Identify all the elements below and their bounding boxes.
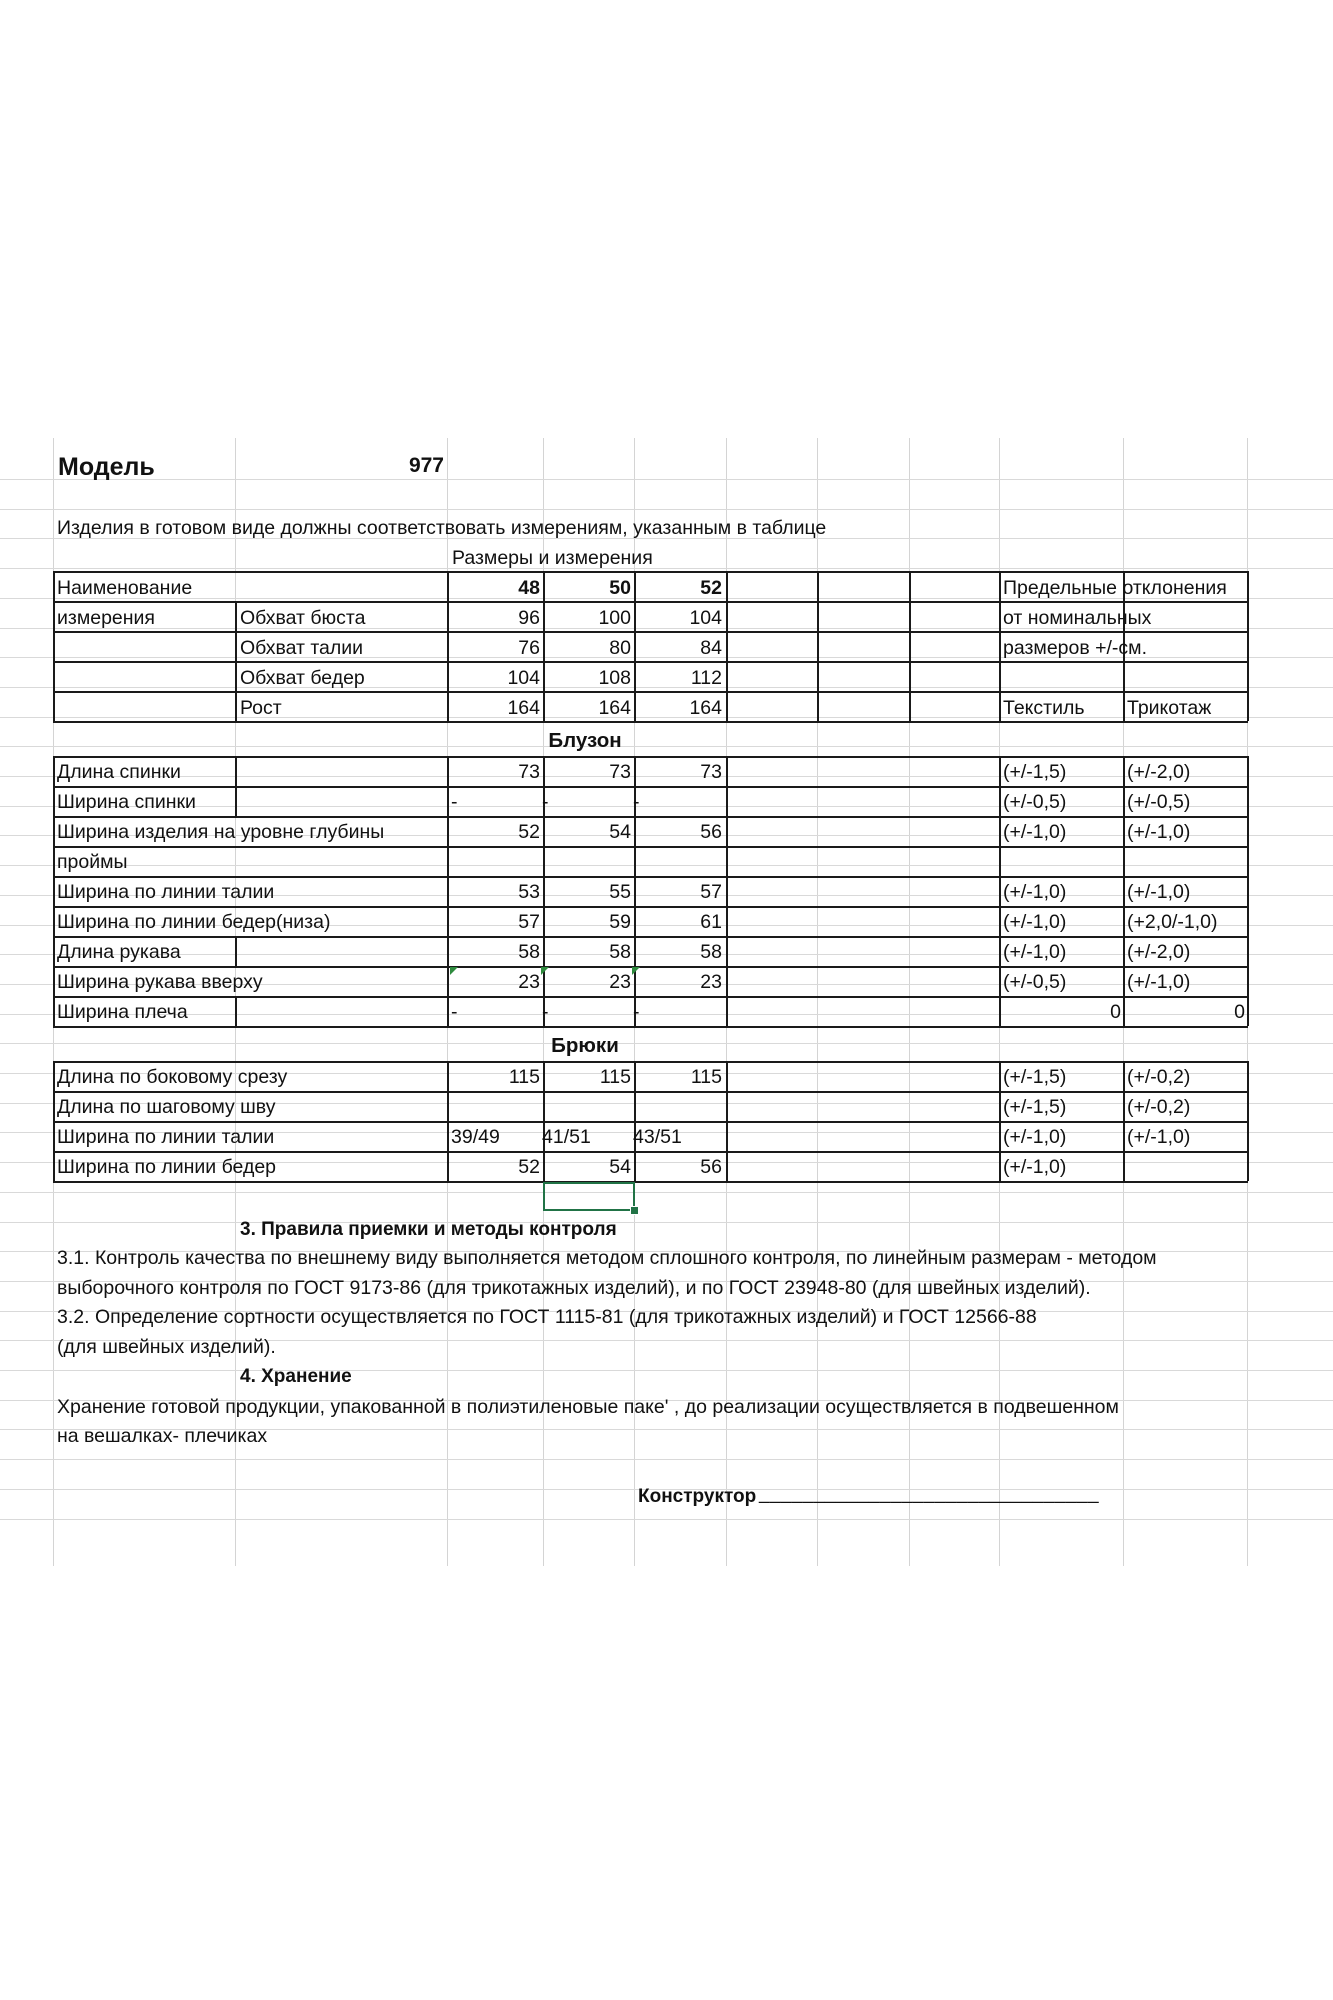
table-border-line xyxy=(53,936,1248,938)
section-caption: Размеры и измерения xyxy=(452,547,653,569)
tolerance-textile: 0 xyxy=(1110,1001,1121,1023)
size-50-header: 50 xyxy=(609,577,631,599)
row-value: 58 xyxy=(700,941,722,963)
tolerance-textile: (+/-1,0) xyxy=(1003,1156,1067,1178)
table-border-line xyxy=(909,571,911,721)
knit-header: Трикотаж xyxy=(1127,697,1212,719)
rules-heading: 3. Правила приемки и методы контроля xyxy=(240,1219,617,1240)
grid-row-line xyxy=(0,865,1333,866)
name-header-line1: Наименование xyxy=(57,577,193,599)
table-border-line xyxy=(1247,571,1249,721)
table-border-line xyxy=(53,1061,55,1181)
row-label: Ширина плеча xyxy=(57,1001,188,1023)
row-label: проймы xyxy=(57,851,128,873)
table-border-line xyxy=(235,601,237,721)
grid-row-line xyxy=(0,479,1333,480)
error-indicator xyxy=(632,967,640,975)
tolerance-knit: (+/-2,0) xyxy=(1127,941,1191,963)
grid-row-line xyxy=(0,1459,1333,1460)
table-border-line xyxy=(817,571,819,721)
table-border-line xyxy=(1247,756,1249,1026)
row-label: Ширина по линии бедер xyxy=(57,1156,277,1178)
row-value: 52 xyxy=(518,1156,540,1178)
row-label: Ширина по линии бедер(низа) xyxy=(57,911,331,933)
table-border-line xyxy=(999,756,1001,1026)
tolerance-knit: (+/-1,0) xyxy=(1127,821,1191,843)
table-border-line xyxy=(235,756,237,816)
tolerance-textile: (+/-0,5) xyxy=(1003,791,1067,813)
body-row-value: 80 xyxy=(609,637,631,659)
row-value: - xyxy=(633,791,640,813)
size-48-header: 48 xyxy=(518,577,540,599)
table-border-line xyxy=(53,876,1248,878)
table-border-line xyxy=(53,786,1248,788)
tolerance-textile: (+/-1,5) xyxy=(1003,1096,1067,1118)
body-row-label: Обхват бюста xyxy=(240,607,366,629)
table-border-line xyxy=(999,571,1001,721)
row-label: Ширина спинки xyxy=(57,791,196,813)
row-label: Ширина изделия на уровне глубины xyxy=(57,821,385,843)
table-border-line xyxy=(53,1121,1248,1123)
row-value: 115 xyxy=(508,1066,540,1088)
body-row-value: 104 xyxy=(689,607,722,629)
row-value: 57 xyxy=(518,911,540,933)
table-border-line xyxy=(726,756,728,1026)
table-border-line xyxy=(53,996,1248,998)
table-border-line xyxy=(53,661,1248,663)
grid-row-line xyxy=(0,1519,1333,1520)
size-52-header: 52 xyxy=(700,577,722,599)
row-value: 58 xyxy=(518,941,540,963)
name-header-line2: измерения xyxy=(57,607,155,629)
tolerance-knit: (+/-1,0) xyxy=(1127,1126,1191,1148)
table-border-line xyxy=(53,1181,1248,1183)
row-value: 115 xyxy=(690,1066,722,1088)
table-border-line xyxy=(53,816,1248,818)
row-value: 59 xyxy=(609,911,631,933)
table-border-line xyxy=(726,1061,728,1181)
tolerance-textile: (+/-0,5) xyxy=(1003,971,1067,993)
table-border-line xyxy=(53,846,1248,848)
rules-p2-line2: (для швейных изделий). xyxy=(57,1336,276,1358)
body-row-value: 164 xyxy=(598,697,631,719)
row-value: 41/51 xyxy=(542,1126,591,1148)
grid-row-line xyxy=(0,1192,1333,1193)
table-border-line xyxy=(53,721,1248,723)
storage-line1: Хранение готовой продукции, упакованной в полиэтиленовые паке' , до реализации осуществляется в подвешенном xyxy=(57,1396,1119,1418)
model-label: Модель xyxy=(58,453,155,481)
selected-cell[interactable] xyxy=(543,1182,635,1211)
table-border-line xyxy=(1247,1061,1249,1181)
body-row-value: 100 xyxy=(598,607,631,629)
intro-text: Изделия в готовом виде должны соответствовать измерениям, указанным в таблице xyxy=(57,517,827,539)
blouse-title: Блузон xyxy=(548,729,622,752)
signature-label: Конструктор xyxy=(638,1486,757,1507)
table-border-line xyxy=(53,1026,1248,1028)
grid-row-line xyxy=(0,509,1333,510)
body-row-value: 104 xyxy=(507,667,540,689)
body-row-value: 164 xyxy=(689,697,722,719)
tolerance-knit: (+/-0,5) xyxy=(1127,791,1191,813)
row-value: - xyxy=(542,791,549,813)
trousers-title: Брюки xyxy=(551,1034,619,1057)
tolerance-textile: (+/-1,0) xyxy=(1003,881,1067,903)
table-border-line xyxy=(235,936,237,966)
row-value: 55 xyxy=(609,881,631,903)
row-label: Длина по боковому срезу xyxy=(57,1066,288,1088)
row-label: Ширина рукава вверху xyxy=(57,971,263,993)
row-value: 23 xyxy=(700,971,722,993)
table-border-line xyxy=(53,756,55,1026)
error-indicator xyxy=(450,967,458,975)
table-border-line xyxy=(53,756,1248,758)
fill-handle[interactable] xyxy=(630,1206,639,1215)
row-value: 115 xyxy=(599,1066,631,1088)
deviation-header-line1: Предельные отклонения xyxy=(1003,577,1227,599)
row-value: 23 xyxy=(518,971,540,993)
body-row-label: Обхват бедер xyxy=(240,667,365,689)
row-value: 73 xyxy=(700,761,722,783)
storage-heading: 4. Хранение xyxy=(240,1366,352,1387)
table-border-line xyxy=(999,1061,1001,1181)
table-border-line xyxy=(53,571,1248,573)
row-value: - xyxy=(451,791,458,813)
rules-p1-line2: выборочного контроля по ГОСТ 9173-86 (для трикотажных изделий), и по ГОСТ 23948-80 (для швейных изделий). xyxy=(57,1277,1091,1299)
row-value: 39/49 xyxy=(451,1126,500,1148)
row-value: - xyxy=(451,1001,458,1023)
row-value: 61 xyxy=(700,911,722,933)
table-border-line xyxy=(53,1091,1248,1093)
table-border-line xyxy=(235,996,237,1026)
tolerance-knit: (+/-1,0) xyxy=(1127,971,1191,993)
row-label: Длина рукава xyxy=(57,941,181,963)
body-row-value: 108 xyxy=(598,667,631,689)
body-row-value: 96 xyxy=(518,607,540,629)
table-border-line xyxy=(53,906,1248,908)
tolerance-knit: (+2,0/-1,0) xyxy=(1127,911,1218,933)
signature-line: _______________________________ xyxy=(759,1483,1099,1504)
row-value: 54 xyxy=(609,821,631,843)
table-border-line xyxy=(53,601,1248,603)
row-value: 52 xyxy=(518,821,540,843)
tolerance-knit: 0 xyxy=(1234,1001,1245,1023)
tolerance-knit: (+/-0,2) xyxy=(1127,1096,1191,1118)
tolerance-knit: (+/-2,0) xyxy=(1127,761,1191,783)
grid-row-line xyxy=(0,1222,1333,1223)
rules-p2-line1: 3.2. Определение сортности осуществляется по ГОСТ 1115-81 (для трикотажных изделий) и ГОСТ 12566-88 xyxy=(57,1306,1037,1328)
model-number: 977 xyxy=(408,454,444,477)
deviation-header-line2: от номинальных xyxy=(1003,607,1152,629)
table-border-line xyxy=(53,966,1248,968)
row-value: 56 xyxy=(700,821,722,843)
tolerance-textile: (+/-1,5) xyxy=(1003,761,1067,783)
table-border-line xyxy=(726,571,728,721)
grid-row-line xyxy=(0,568,1333,569)
tolerance-textile: (+/-1,0) xyxy=(1003,911,1067,933)
tolerance-knit: (+/-1,0) xyxy=(1127,881,1191,903)
row-value: 23 xyxy=(609,971,631,993)
row-value: 54 xyxy=(609,1156,631,1178)
tolerance-knit: (+/-0,2) xyxy=(1127,1066,1191,1088)
row-label: Ширина по линии талии xyxy=(57,1126,275,1148)
tolerance-textile: (+/-1,0) xyxy=(1003,1126,1067,1148)
table-border-line xyxy=(1123,1061,1125,1181)
row-value: 73 xyxy=(518,761,540,783)
row-value: 57 xyxy=(700,881,722,903)
textile-header: Текстиль xyxy=(1003,697,1085,719)
tolerance-textile: (+/-1,0) xyxy=(1003,821,1067,843)
rules-p1-line1: 3.1. Контроль качества по внешнему виду выполняется методом сплошного контроля, по линейным размерам - методом xyxy=(57,1247,1157,1269)
row-value: 56 xyxy=(700,1156,722,1178)
table-border-line xyxy=(53,1151,1248,1153)
row-label: Ширина по линии талии xyxy=(57,881,275,903)
deviation-header-line3: размеров +/-см. xyxy=(1003,637,1148,659)
row-value: 58 xyxy=(609,941,631,963)
table-border-line xyxy=(53,1061,1248,1063)
row-value: 53 xyxy=(518,881,540,903)
body-row-value: 164 xyxy=(507,697,540,719)
storage-line2: на вешалках- плечиках xyxy=(57,1425,268,1447)
body-row-label: Рост xyxy=(240,697,282,719)
tolerance-textile: (+/-1,0) xyxy=(1003,941,1067,963)
body-row-label: Обхват талии xyxy=(240,637,364,659)
row-label: Длина спинки xyxy=(57,761,181,783)
table-border-line xyxy=(53,571,55,721)
error-indicator xyxy=(541,967,549,975)
row-value: - xyxy=(542,1001,549,1023)
grid-row-line xyxy=(0,1370,1333,1371)
row-label: Длина по шаговому шву xyxy=(57,1096,276,1118)
table-border-line xyxy=(53,691,1248,693)
body-row-value: 112 xyxy=(690,667,722,689)
row-value: 73 xyxy=(609,761,631,783)
body-row-value: 76 xyxy=(518,637,540,659)
row-value: - xyxy=(633,1001,640,1023)
row-value: 43/51 xyxy=(633,1126,682,1148)
body-row-value: 84 xyxy=(700,637,722,659)
tolerance-textile: (+/-1,5) xyxy=(1003,1066,1067,1088)
table-border-line xyxy=(1123,756,1125,1026)
table-border-line xyxy=(53,631,1248,633)
